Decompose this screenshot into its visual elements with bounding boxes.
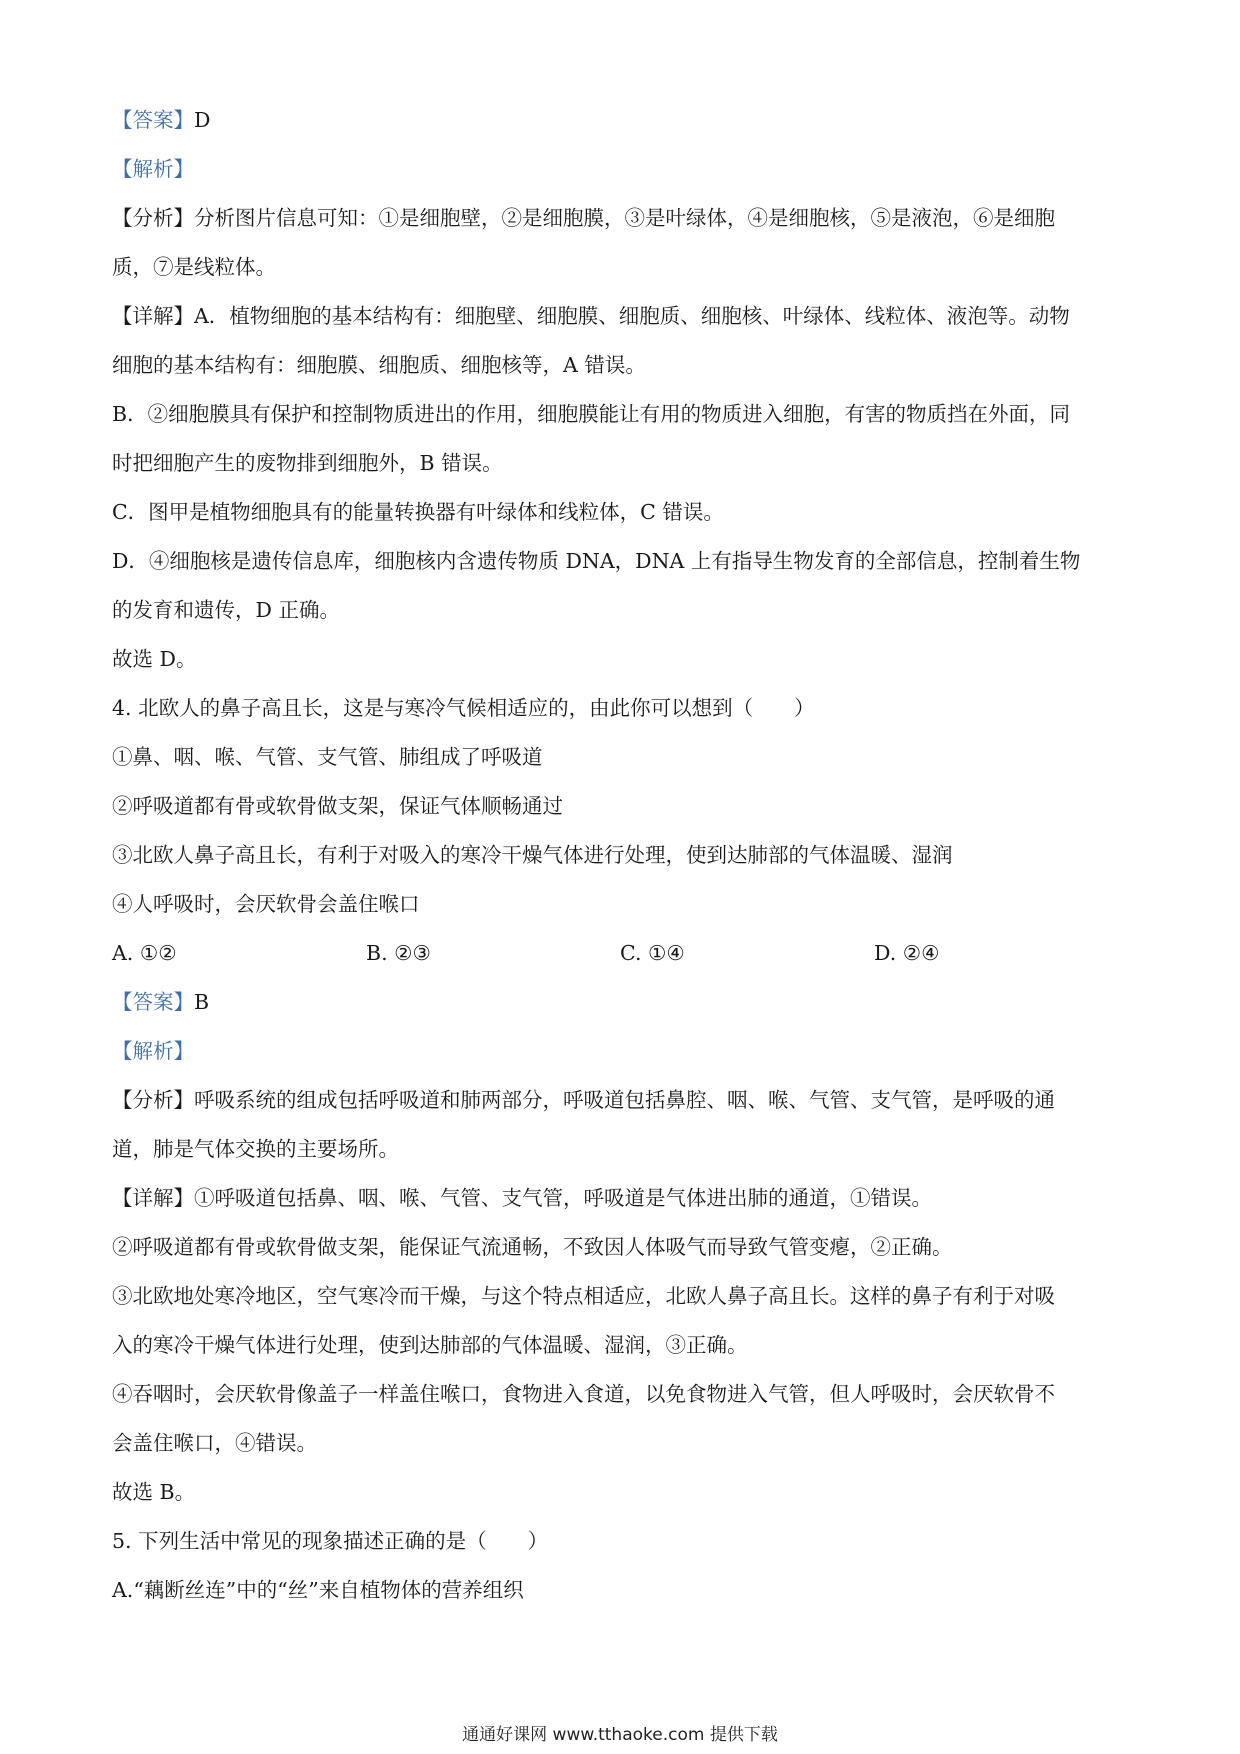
q4-detail-line-6: 会盖住喉口，④错误。 — [112, 1431, 317, 1455]
page-footer: 通通好课网 www.tthaoke.com 提供下载 — [462, 1725, 778, 1745]
q3-detail-line-2: 细胞的基本结构有：细胞膜、细胞质、细胞核等，A 错误。 — [112, 353, 646, 377]
q4-stem: 4. 北欧人的鼻子高且长，这是与寒冷气候相适应的，由此你可以想到（ ） — [112, 696, 815, 720]
document-page — [112, 96, 1142, 1615]
q3-analysis-line-2: 质，⑦是线粒体。 — [112, 255, 276, 279]
q3-b-line-2: 时把细胞产生的废物排到细胞外，B 错误。 — [112, 451, 503, 475]
q4-answer-line — [112, 978, 1142, 1027]
q3-d-line-2: 的发育和遗传，D 正确。 — [112, 598, 340, 622]
q4-analysis-line-1: 【分析】呼吸系统的组成包括呼吸道和肺两部分，呼吸道包括鼻腔、咽、喉、气管、支气管，是呼吸的通 — [112, 1088, 1055, 1112]
q3-c-line-1: C．图甲是植物细胞具有的能量转换器有叶绿体和线粒体，C 错误。 — [112, 500, 724, 524]
q4-statement-2: ②呼吸道都有骨或软骨做支架，保证气体顺畅通过 — [112, 794, 563, 818]
q4-detail-line-1: 【详解】①呼吸道包括鼻、咽、喉、气管、支气管，呼吸道是气体进出肺的通道，①错误。 — [112, 1186, 932, 1210]
q3-d-line-1: D．④细胞核是遗传信息库，细胞核内含遗传物质 DNA，DNA 上有指导生物发育的全部信息，控制着生物 — [112, 549, 1081, 573]
q4-detail-line-3: ③北欧地处寒冷地区，空气寒冷而干燥，与这个特点相适应，北欧人鼻子高且长。这样的鼻子有利于对吸 — [112, 1284, 1055, 1308]
q3-conclusion: 故选 D。 — [112, 647, 197, 671]
q3-b-line-1: B．②细胞膜具有保护和控制物质进出的作用，细胞膜能让有用的物质进入细胞，有害的物质挡在外面，同 — [112, 402, 1071, 426]
q4-analysis-tag: 【解析】 — [112, 1039, 194, 1063]
answer-tag: 【答案】 — [112, 108, 194, 132]
q4-options — [112, 929, 1142, 978]
q4-detail-line-4: 入的寒冷干燥气体进行处理，使到达肺部的气体温暖、湿润，③正确。 — [112, 1333, 748, 1357]
answer-value: B — [194, 990, 210, 1014]
q3-detail-line-1: 【详解】A．植物细胞的基本结构有：细胞壁、细胞膜、细胞质、细胞核、叶绿体、线粒体、液泡等。动物 — [112, 304, 1070, 328]
q4-detail-line-5: ④吞咽时，会厌软骨像盖子一样盖住喉口，食物进入食道，以免食物进入气管，但人呼吸时，会厌软骨不 — [112, 1382, 1055, 1406]
q4-option-a: A. ①② — [112, 941, 177, 965]
q3-answer-line — [112, 96, 1142, 145]
q3-analysis-line-1: 【分析】分析图片信息可知：①是细胞壁，②是细胞膜，③是叶绿体，④是细胞核，⑤是液泡，⑥是细胞 — [112, 206, 1055, 230]
answer-value: D — [194, 108, 211, 132]
answer-tag: 【答案】 — [112, 990, 194, 1014]
q4-statement-3: ③北欧人鼻子高且长，有利于对吸入的寒冷干燥气体进行处理，使到达肺部的气体温暖、湿润 — [112, 843, 953, 867]
q4-conclusion: 故选 B。 — [112, 1480, 196, 1504]
q4-option-c: C. ①④ — [620, 941, 685, 965]
q4-analysis-line-2: 道，肺是气体交换的主要场所。 — [112, 1137, 399, 1161]
q4-statement-1: ①鼻、咽、喉、气管、支气管、肺组成了呼吸道 — [112, 745, 543, 769]
q4-statement-4: ④人呼吸时，会厌软骨会盖住喉口 — [112, 892, 420, 916]
q5-stem: 5. 下列生活中常见的现象描述正确的是（ ） — [112, 1529, 549, 1553]
q5-option-a: A.“藕断丝连”中的“丝”来自植物体的营养组织 — [112, 1578, 524, 1602]
q4-detail-line-2: ②呼吸道都有骨或软骨做支架，能保证气流通畅，不致因人体吸气而导致气管变瘪，②正确。 — [112, 1235, 953, 1259]
q4-option-b: B. ②③ — [366, 941, 431, 965]
q3-analysis-tag: 【解析】 — [112, 157, 194, 181]
q4-option-d: D. ②④ — [874, 941, 940, 965]
